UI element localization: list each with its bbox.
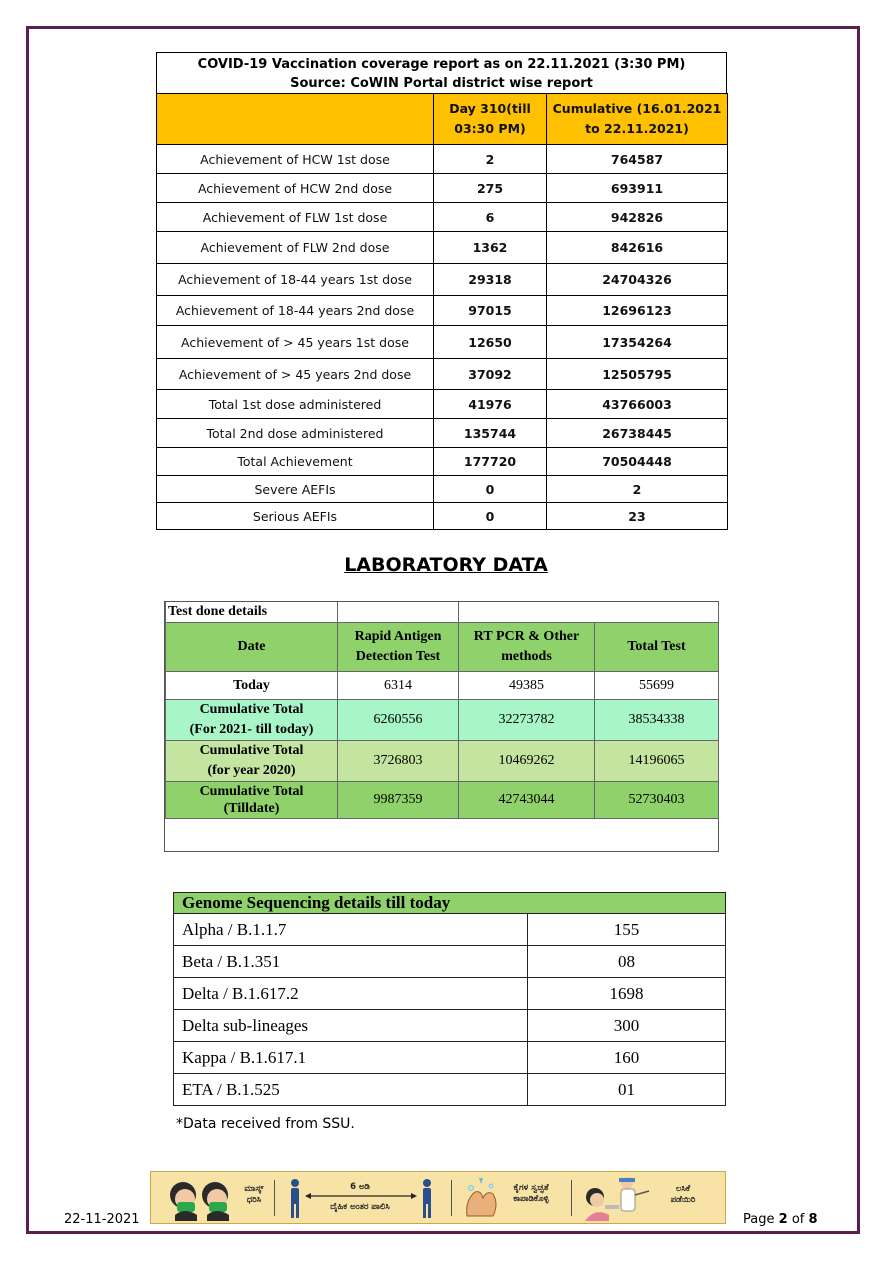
vaccination-row-label: Achievement of FLW 1st dose — [157, 203, 434, 232]
genome-header-row — [174, 893, 726, 914]
lab-caption: Test done details — [166, 602, 338, 623]
lab-header-row — [166, 623, 719, 672]
lab-cell-total: 14196065 — [595, 741, 719, 782]
vaccination-row-cumulative-value: 2 — [547, 476, 728, 503]
lab-caption-row — [166, 602, 719, 623]
genome-row — [174, 1042, 726, 1074]
genome-variant: Delta / B.1.617.2 — [174, 978, 528, 1010]
vaccination-row-day-value: 177720 — [434, 448, 547, 476]
banner-divider — [451, 1180, 452, 1216]
vaccination-row — [157, 174, 728, 203]
vaccination-row-cumulative-value: 17354264 — [547, 326, 728, 359]
vaccination-row-cumulative-value: 764587 — [547, 145, 728, 174]
genome-variant: Alpha / B.1.1.7 — [174, 914, 528, 946]
lab-cell-rtpcr: 49385 — [459, 672, 595, 700]
vaccination-row — [157, 476, 728, 503]
vaccination-row-day-value: 2 — [434, 145, 547, 174]
lab-header-rtpcr: RT PCR & Other methods — [459, 623, 595, 672]
vaccination-row — [157, 419, 728, 448]
vaccination-row-cumulative-value: 842616 — [547, 232, 728, 264]
distance-top-text: 6 ಅಡಿ — [350, 1182, 370, 1192]
vaccination-row — [157, 503, 728, 530]
lab-cell-rapid: 6314 — [338, 672, 459, 700]
vaccination-row-day-value: 12650 — [434, 326, 547, 359]
lab-header-rapid: Rapid Antigen Detection Test — [338, 623, 459, 672]
lab-cell-total: 38534338 — [595, 700, 719, 741]
vaccination-row-day-value: 275 — [434, 174, 547, 203]
lab-cell-total: 55699 — [595, 672, 719, 700]
genome-count: 1698 — [528, 978, 726, 1010]
lab-heading — [0, 554, 892, 576]
genome-count: 08 — [528, 946, 726, 978]
vaccination-row-label: Achievement of > 45 years 2nd dose — [157, 359, 434, 390]
lab-cell-rapid: 3726803 — [338, 741, 459, 782]
vaccination-row-day-value: 37092 — [434, 359, 547, 390]
vaccination-row-cumulative-value: 693911 — [547, 174, 728, 203]
lab-header-total: Total Test — [595, 623, 719, 672]
lab-table — [165, 602, 719, 819]
genome-table — [173, 892, 726, 1106]
vaccination-row-label: Total Achievement — [157, 448, 434, 476]
vaccination-row — [157, 296, 728, 326]
genome-row — [174, 978, 726, 1010]
genome-count: 155 — [528, 914, 726, 946]
hand-wash-text: ಕೈಗಳ ಸ್ವಚ್ಛತೆ ಕಾಪಾಡಿಕೊಳ್ಳಿ — [513, 1183, 549, 1204]
vaccination-row-cumulative-value: 12505795 — [547, 359, 728, 390]
lab-row-label: Cumulative Total (Tilldate) — [166, 782, 338, 819]
vaccination-row — [157, 448, 728, 476]
genome-variant: Beta / B.1.351 — [174, 946, 528, 978]
genome-count: 300 — [528, 1010, 726, 1042]
genome-row — [174, 1074, 726, 1106]
footnote: *Data received from SSU. — [176, 1116, 355, 1132]
vaccination-row-day-value: 29318 — [434, 264, 547, 296]
vaccination-report — [156, 52, 727, 530]
vaccination-row — [157, 203, 728, 232]
lab-row-label: Cumulative Total (for year 2020) — [166, 741, 338, 782]
vaccination-row-label: Achievement of 18-44 years 1st dose — [157, 264, 434, 296]
genome-variant: Kappa / B.1.617.1 — [174, 1042, 528, 1074]
banner-divider — [274, 1180, 275, 1216]
vaccination-row-cumulative-value: 12696123 — [547, 296, 728, 326]
vaccination-row-day-value: 41976 — [434, 390, 547, 419]
lab-cell-rapid: 6260556 — [338, 700, 459, 741]
vaccination-source: Source: CoWIN Portal district wise report — [290, 76, 593, 91]
lab-cell-rtpcr: 32273782 — [459, 700, 595, 741]
vaccination-row-label: Achievement of FLW 2nd dose — [157, 232, 434, 264]
vaccination-row-label: Achievement of 18-44 years 2nd dose — [157, 296, 434, 326]
genome-count: 01 — [528, 1074, 726, 1106]
lab-row-label: Today — [166, 672, 338, 700]
vaccination-row-label: Achievement of > 45 years 1st dose — [157, 326, 434, 359]
footer-page-number: Page 2 of 8 — [743, 1212, 818, 1227]
lab-row-label: Cumulative Total (For 2021- till today) — [166, 700, 338, 741]
vaccination-row-label: Serious AEFIs — [157, 503, 434, 530]
vaccination-row-cumulative-value: 23 — [547, 503, 728, 530]
vaccination-row-label: Achievement of HCW 1st dose — [157, 145, 434, 174]
footer-date: 22-11-2021 — [64, 1212, 140, 1227]
vaccination-row — [157, 390, 728, 419]
vaccination-row-cumulative-value: 24704326 — [547, 264, 728, 296]
genome-row — [174, 914, 726, 946]
vaccination-row-day-value: 135744 — [434, 419, 547, 448]
lab-cell-rapid: 9987359 — [338, 782, 459, 819]
lab-heading-text: LABORATORY DATA — [344, 554, 548, 576]
safety-banner — [150, 1171, 726, 1224]
vaccination-row-label: Total 2nd dose administered — [157, 419, 434, 448]
lab-cell-total: 52730403 — [595, 782, 719, 819]
vaccination-row-cumulative-value: 26738445 — [547, 419, 728, 448]
vaccination-title-line1: COVID-19 Vaccination coverage report as on 22.11.2021 (3:30 PM) — [197, 57, 686, 72]
mask-text: ಮಾಸ್ಕ್ ಧರಿಸಿ — [244, 1184, 264, 1205]
vaccine-text: ಲಸಿಕೆ ಪಡೆಯಿರಿ — [670, 1184, 696, 1205]
vaccination-row — [157, 232, 728, 264]
vaccination-row-label: Achievement of HCW 2nd dose — [157, 174, 434, 203]
lab-row-cumulative-2021 — [166, 700, 719, 741]
vaccination-row-day-value: 0 — [434, 476, 547, 503]
vaccination-header-cumulative: Cumulative (16.01.2021 to 22.11.2021) — [547, 94, 728, 145]
genome-count: 160 — [528, 1042, 726, 1074]
vaccination-header-row — [157, 94, 728, 145]
vaccination-row-day-value: 1362 — [434, 232, 547, 264]
lab-table-frame — [164, 601, 719, 852]
lab-row-cumulative-tilldate — [166, 782, 719, 819]
vaccination-row — [157, 359, 728, 390]
vaccination-table — [156, 93, 728, 530]
genome-title: Genome Sequencing details till today — [174, 893, 726, 914]
distance-bottom-text: ದೈಹಿಕ ಅಂತರ ಪಾಲಿಸಿ — [330, 1202, 390, 1212]
vaccination-row-label: Severe AEFIs — [157, 476, 434, 503]
vaccination-icon — [579, 1175, 659, 1221]
vaccination-row-day-value: 97015 — [434, 296, 547, 326]
genome-row — [174, 946, 726, 978]
mask-faces-icon — [165, 1177, 237, 1221]
vaccination-title — [156, 52, 727, 93]
lab-cell-rtpcr: 42743044 — [459, 782, 595, 819]
genome-variant: Delta sub-lineages — [174, 1010, 528, 1042]
genome-variant: ETA / B.1.525 — [174, 1074, 528, 1106]
lab-cell-rtpcr: 10469262 — [459, 741, 595, 782]
vaccination-header-blank — [157, 94, 434, 145]
vaccination-row-cumulative-value: 70504448 — [547, 448, 728, 476]
hand-wash-icon — [461, 1176, 501, 1220]
vaccination-row-day-value: 6 — [434, 203, 547, 232]
banner-divider — [571, 1180, 572, 1216]
vaccination-row — [157, 264, 728, 296]
vaccination-row-label: Total 1st dose administered — [157, 390, 434, 419]
vaccination-row-cumulative-value: 942826 — [547, 203, 728, 232]
lab-row-cumulative-2020 — [166, 741, 719, 782]
lab-row-today — [166, 672, 719, 700]
lab-header-date: Date — [166, 623, 338, 672]
vaccination-header-day: Day 310(till 03:30 PM) — [434, 94, 547, 145]
vaccination-row — [157, 145, 728, 174]
genome-row — [174, 1010, 726, 1042]
vaccination-row-cumulative-value: 43766003 — [547, 390, 728, 419]
vaccination-row — [157, 326, 728, 359]
vaccination-row-day-value: 0 — [434, 503, 547, 530]
